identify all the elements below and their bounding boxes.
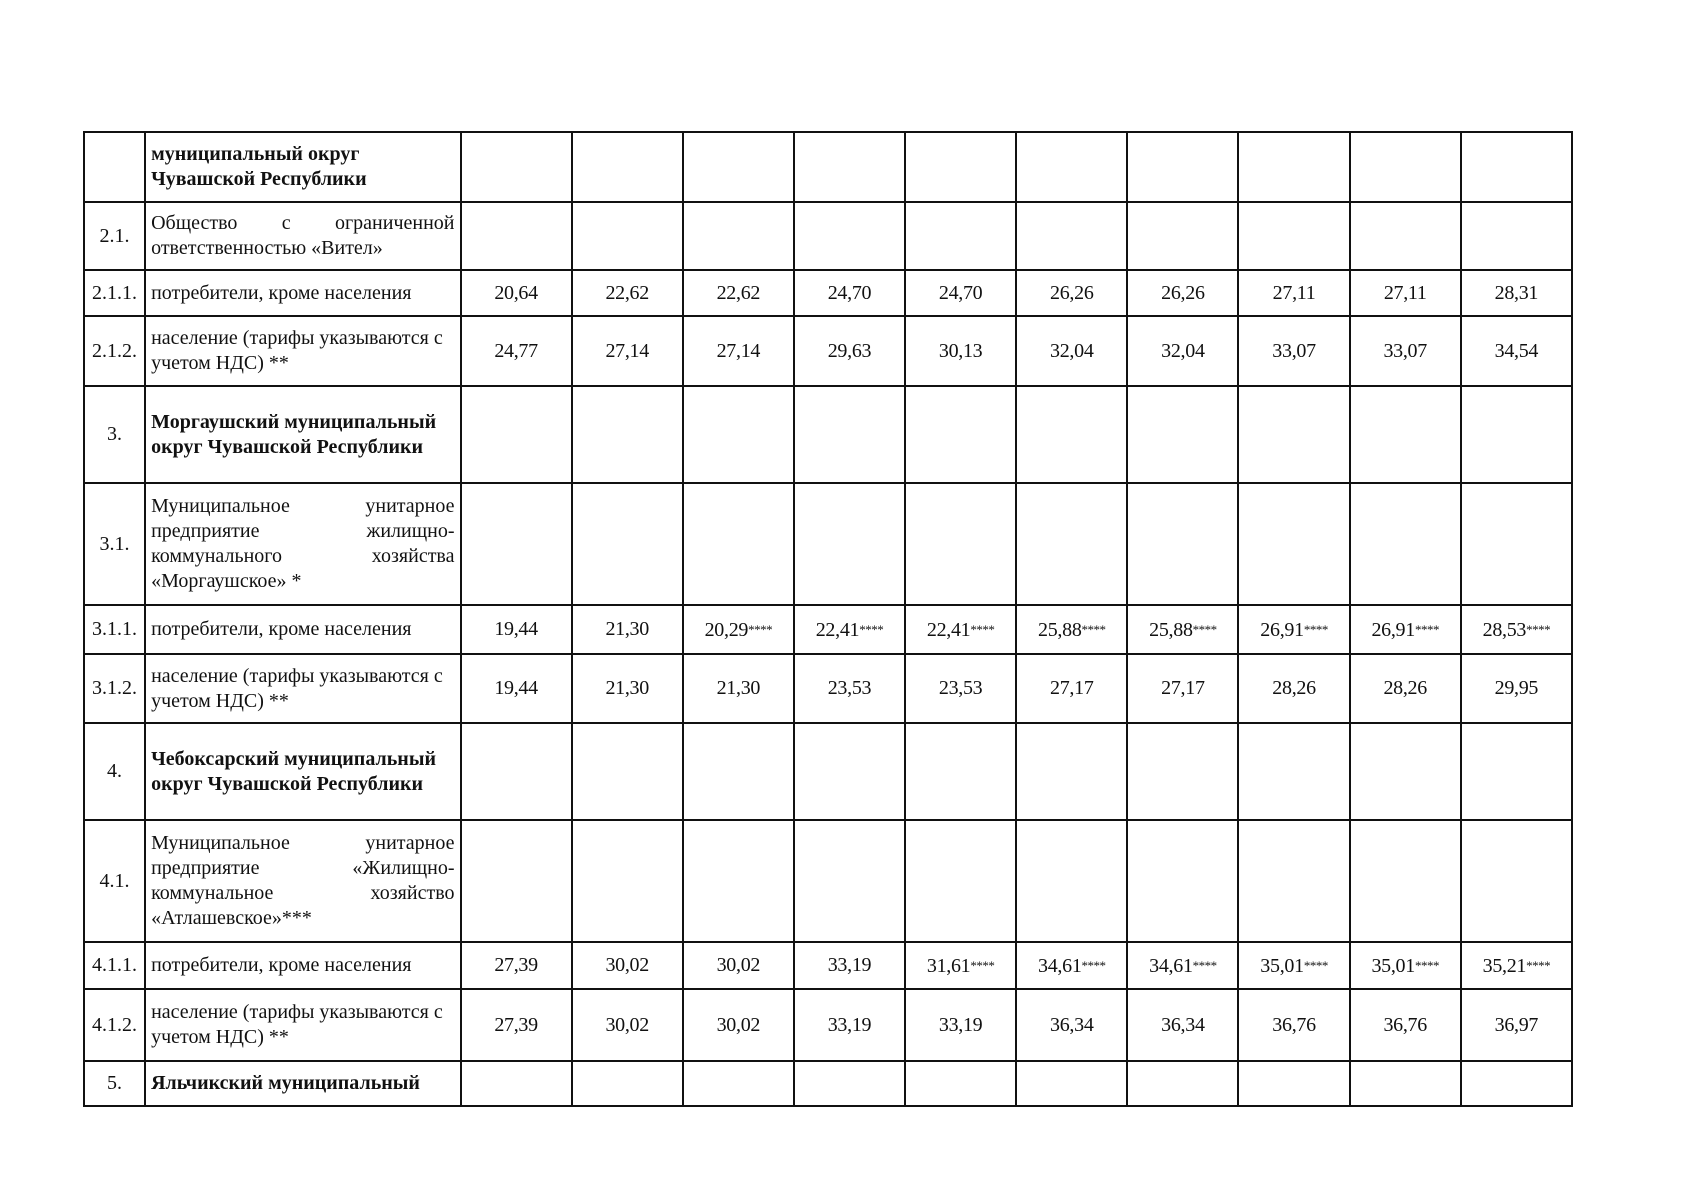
tariff-value-cell: 34,54 [1461, 316, 1572, 386]
row-name: муниципальный округ Чувашской Республики [145, 132, 460, 202]
row-number: 4.1.2. [84, 989, 145, 1061]
table-row [84, 386, 1572, 483]
row-number: 5. [84, 1061, 145, 1106]
tariff-value-cell: 36,34 [1016, 989, 1127, 1061]
tariff-value-cell: 30,02 [572, 989, 683, 1061]
tariff-value-cell: 21,30 [683, 654, 794, 723]
tariff-value-cell [1350, 820, 1461, 942]
row-name: Яльчикский муниципальный [145, 1061, 460, 1106]
table-row [84, 316, 1572, 386]
tariff-value-cell [1016, 820, 1127, 942]
tariff-value-cell [1127, 723, 1238, 820]
footnote-marker: **** [859, 621, 884, 637]
tariff-value-cell [683, 132, 794, 202]
tariff-value-cell [461, 386, 572, 483]
tariff-value-cell [794, 132, 905, 202]
row-number: 3.1. [84, 483, 145, 605]
tariff-value-cell: 26,91**** [1350, 605, 1461, 654]
tariff-value-cell [1461, 1061, 1572, 1106]
tariff-value-cell [572, 202, 683, 270]
tariff-table [83, 131, 1573, 1107]
tariff-value-cell [1127, 820, 1238, 942]
tariff-value-cell [1461, 386, 1572, 483]
tariff-value-cell: 24,77 [461, 316, 572, 386]
tariff-value-cell: 23,53 [905, 654, 1016, 723]
tariff-value-cell: 23,53 [794, 654, 905, 723]
tariff-value-cell [461, 820, 572, 942]
footnote-marker: **** [1192, 957, 1217, 973]
row-name: население (тарифы указываются с учетом НДС) ** [145, 316, 460, 386]
tariff-value-cell: 25,88**** [1016, 605, 1127, 654]
tariff-value-cell: 28,31 [1461, 270, 1572, 316]
tariff-value-cell: 27,14 [572, 316, 683, 386]
table-body [84, 132, 1572, 1106]
tariff-value-cell [905, 820, 1016, 942]
tariff-value-cell [905, 483, 1016, 605]
tariff-value-cell [905, 1061, 1016, 1106]
tariff-value-cell [461, 132, 572, 202]
table-row [84, 989, 1572, 1061]
tariff-value-cell: 28,26 [1350, 654, 1461, 723]
footnote-marker: **** [1303, 957, 1328, 973]
tariff-value-cell: 21,30 [572, 605, 683, 654]
tariff-value-cell [683, 1061, 794, 1106]
tariff-value-cell [1127, 483, 1238, 605]
tariff-value-cell [1238, 1061, 1349, 1106]
footnote-marker: **** [1192, 621, 1217, 637]
tariff-value-cell [1350, 386, 1461, 483]
tariff-value-cell [1016, 386, 1127, 483]
tariff-value-cell [1238, 132, 1349, 202]
tariff-value-cell: 27,17 [1016, 654, 1127, 723]
tariff-value-cell: 35,21**** [1461, 942, 1572, 989]
tariff-value-cell: 27,39 [461, 989, 572, 1061]
tariff-value-cell: 27,17 [1127, 654, 1238, 723]
row-number: 3.1.2. [84, 654, 145, 723]
tariff-value-cell [1461, 820, 1572, 942]
tariff-value-cell [1350, 483, 1461, 605]
tariff-value-cell: 28,26 [1238, 654, 1349, 723]
tariff-value-cell [1461, 132, 1572, 202]
tariff-value-cell: 32,04 [1016, 316, 1127, 386]
tariff-value-cell [1016, 723, 1127, 820]
tariff-value-cell [1127, 132, 1238, 202]
row-number: 4.1. [84, 820, 145, 942]
tariff-value-cell: 22,41**** [794, 605, 905, 654]
row-number: 2.1.1. [84, 270, 145, 316]
tariff-value-cell [1016, 132, 1127, 202]
tariff-value-cell [572, 132, 683, 202]
tariff-value-cell [905, 202, 1016, 270]
footnote-marker: **** [970, 621, 995, 637]
tariff-value-cell: 30,02 [683, 989, 794, 1061]
tariff-value-cell: 36,97 [1461, 989, 1572, 1061]
row-number [84, 132, 145, 202]
tariff-value-cell: 19,44 [461, 654, 572, 723]
footnote-marker: **** [1081, 621, 1106, 637]
tariff-value-cell [794, 820, 905, 942]
tariff-value-cell [461, 202, 572, 270]
footnote-marker: **** [1526, 957, 1551, 973]
tariff-value-cell: 26,91**** [1238, 605, 1349, 654]
tariff-value-cell [572, 723, 683, 820]
tariff-value-cell: 35,01**** [1238, 942, 1349, 989]
tariff-value-cell [461, 483, 572, 605]
row-name: потребители, кроме населения [145, 942, 460, 989]
footnote-marker: **** [1414, 621, 1439, 637]
tariff-value-cell: 21,30 [572, 654, 683, 723]
row-name: Муниципальное унитарное предприятие жилищно-коммунального хозяйства «Моргаушское» * [145, 483, 460, 605]
footnote-marker: **** [1303, 621, 1328, 637]
tariff-value-cell: 32,04 [1127, 316, 1238, 386]
row-number: 2.1. [84, 202, 145, 270]
tariff-value-cell: 36,76 [1238, 989, 1349, 1061]
tariff-value-cell: 25,88**** [1127, 605, 1238, 654]
tariff-value-cell [572, 483, 683, 605]
tariff-value-cell: 33,19 [794, 942, 905, 989]
tariff-value-cell [683, 723, 794, 820]
tariff-value-cell: 36,76 [1350, 989, 1461, 1061]
tariff-value-cell: 27,39 [461, 942, 572, 989]
tariff-value-cell: 26,26 [1016, 270, 1127, 316]
tariff-value-cell: 20,64 [461, 270, 572, 316]
tariff-value-cell: 33,19 [905, 989, 1016, 1061]
tariff-value-cell: 31,61**** [905, 942, 1016, 989]
tariff-value-cell [905, 132, 1016, 202]
tariff-value-cell [1350, 723, 1461, 820]
tariff-value-cell: 27,11 [1350, 270, 1461, 316]
row-name: Муниципальное унитарное предприятие «Жилищно-коммунальное хозяйство «Атлашевское»*** [145, 820, 460, 942]
table-row [84, 942, 1572, 989]
row-name: Чебоксарский муниципальный округ Чувашской Республики [145, 723, 460, 820]
tariff-value-cell [683, 483, 794, 605]
tariff-value-cell: 33,19 [794, 989, 905, 1061]
table-row [84, 654, 1572, 723]
tariff-value-cell [1350, 202, 1461, 270]
row-number: 3.1.1. [84, 605, 145, 654]
footnote-marker: **** [1081, 957, 1106, 973]
tariff-value-cell [461, 1061, 572, 1106]
tariff-value-cell [1461, 202, 1572, 270]
tariff-value-cell: 35,01**** [1350, 942, 1461, 989]
tariff-value-cell: 27,11 [1238, 270, 1349, 316]
tariff-value-cell [1127, 1061, 1238, 1106]
tariff-value-cell [1016, 483, 1127, 605]
table-row [84, 483, 1572, 605]
tariff-value-cell [1127, 202, 1238, 270]
tariff-value-cell: 36,34 [1127, 989, 1238, 1061]
tariff-value-cell [1016, 1061, 1127, 1106]
row-name: потребители, кроме населения [145, 605, 460, 654]
tariff-value-cell [905, 723, 1016, 820]
row-number: 4.1.1. [84, 942, 145, 989]
tariff-value-cell: 33,07 [1238, 316, 1349, 386]
tariff-value-cell: 30,13 [905, 316, 1016, 386]
tariff-value-cell [683, 202, 794, 270]
tariff-value-cell: 24,70 [905, 270, 1016, 316]
table-row [84, 723, 1572, 820]
table-row [84, 202, 1572, 270]
footnote-marker: **** [748, 621, 773, 637]
tariff-value-cell: 26,26 [1127, 270, 1238, 316]
tariff-value-cell: 33,07 [1350, 316, 1461, 386]
tariff-value-cell: 30,02 [683, 942, 794, 989]
tariff-value-cell: 22,62 [683, 270, 794, 316]
tariff-value-cell [1238, 723, 1349, 820]
table-row [84, 605, 1572, 654]
row-number: 3. [84, 386, 145, 483]
tariff-value-cell [1350, 132, 1461, 202]
tariff-value-cell: 30,02 [572, 942, 683, 989]
tariff-value-cell: 34,61**** [1127, 942, 1238, 989]
tariff-value-cell [1461, 483, 1572, 605]
tariff-value-cell [572, 1061, 683, 1106]
tariff-value-cell: 27,14 [683, 316, 794, 386]
tariff-value-cell [1238, 483, 1349, 605]
row-name: население (тарифы указываются с учетом НДС) ** [145, 989, 460, 1061]
tariff-value-cell [794, 386, 905, 483]
table-row [84, 820, 1572, 942]
footnote-marker: **** [970, 957, 995, 973]
tariff-value-cell: 34,61**** [1016, 942, 1127, 989]
row-name: население (тарифы указываются с учетом НДС) ** [145, 654, 460, 723]
tariff-value-cell: 24,70 [794, 270, 905, 316]
row-number: 2.1.2. [84, 316, 145, 386]
tariff-value-cell [1127, 386, 1238, 483]
tariff-value-cell [794, 1061, 905, 1106]
tariff-value-cell [794, 202, 905, 270]
tariff-value-cell [683, 386, 794, 483]
row-name: потребители, кроме населения [145, 270, 460, 316]
tariff-value-cell [461, 723, 572, 820]
footnote-marker: **** [1526, 621, 1551, 637]
row-name: Моргаушский муниципальный округ Чувашской Республики [145, 386, 460, 483]
tariff-value-cell [1238, 820, 1349, 942]
tariff-value-cell: 22,62 [572, 270, 683, 316]
tariff-value-cell: 20,29**** [683, 605, 794, 654]
tariff-value-cell [1238, 386, 1349, 483]
table-row [84, 132, 1572, 202]
tariff-value-cell [572, 386, 683, 483]
tariff-value-cell [1461, 723, 1572, 820]
table-row [84, 1061, 1572, 1106]
tariff-value-cell [1238, 202, 1349, 270]
tariff-value-cell [1016, 202, 1127, 270]
footnote-marker: **** [1414, 957, 1439, 973]
tariff-value-cell: 19,44 [461, 605, 572, 654]
row-number: 4. [84, 723, 145, 820]
table-row [84, 270, 1572, 316]
tariff-value-cell: 29,95 [1461, 654, 1572, 723]
tariff-value-cell [794, 723, 905, 820]
tariff-value-cell [572, 820, 683, 942]
tariff-value-cell [905, 386, 1016, 483]
tariff-value-cell: 28,53**** [1461, 605, 1572, 654]
tariff-value-cell [683, 820, 794, 942]
row-name: Общество с ограниченной ответственностью «Вител» [145, 202, 460, 270]
tariff-value-cell [1350, 1061, 1461, 1106]
tariff-value-cell: 22,41**** [905, 605, 1016, 654]
tariff-value-cell [794, 483, 905, 605]
tariff-value-cell: 29,63 [794, 316, 905, 386]
